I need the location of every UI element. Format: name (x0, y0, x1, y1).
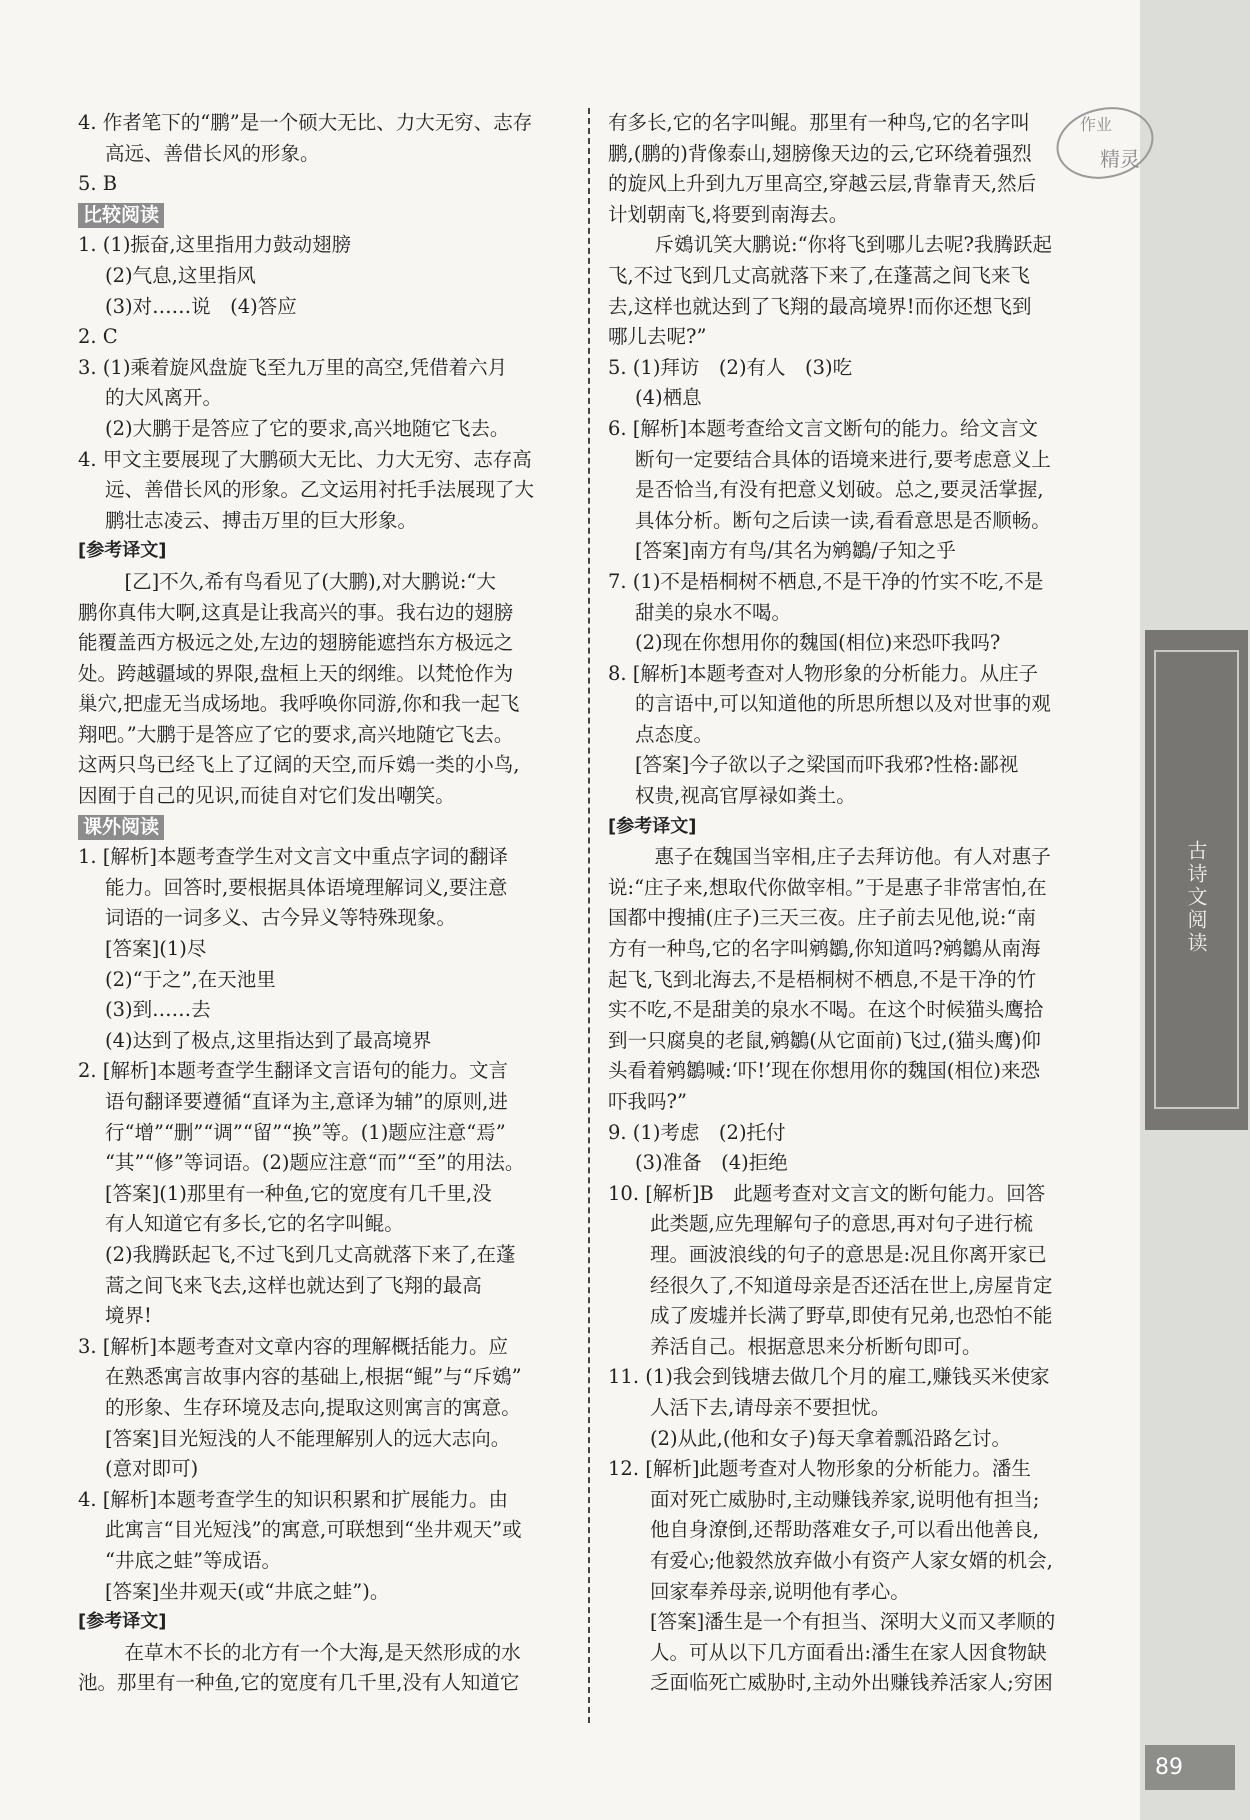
text-line: 惠子在魏国当宰相,庄子去拜访他。有人对惠子 (635, 845, 1051, 869)
text-line: 1. (1)振奋,这里指用力鼓动翅膀 (78, 233, 352, 257)
text-line: 翔吧。”大鹏于是答应了它的要求,高兴地随它飞去。 (78, 722, 514, 746)
text-line: 面对死亡威胁时,主动赚钱养家,说明他有担当; (650, 1487, 1040, 1511)
text-line: (2)“于之”,在天池里 (105, 967, 276, 991)
text-line: 去,这样也就达到了飞翔的最高境界!而你还想飞到 (608, 294, 1032, 318)
text-line: 能覆盖西方极远之处,左边的翅膀能遮挡东方极远之 (78, 631, 514, 655)
text-line: 理。画波浪线的句子的意思是:况且你离开家已 (650, 1242, 1047, 1266)
text-line: 因囿于自己的见识,而徒自对它们发出嘲笑。 (78, 784, 455, 808)
text-line: (2)现在你想用你的魏国(相位)来恐吓我吗? (635, 631, 1001, 655)
text-line: 成了废墟并长满了野草,即使有兄弟,也恐怕不能 (650, 1304, 1053, 1328)
text-line: 7. (1)不是梧桐树不栖息,不是干净的竹实不吃,不是 (608, 569, 1044, 593)
text-line: 1. [解析]本题考查学生对文言文中重点字词的翻译 (78, 845, 509, 869)
stamp-text-bottom: 精灵 (1100, 147, 1140, 171)
text-line: 人活下去,请母亲不要担忧。 (650, 1395, 891, 1419)
text-line: 说:“庄子来,想取代你做宰相。”于是惠子非常害怕,在 (608, 875, 1047, 899)
text-line: 4. 甲文主要展现了大鹏硕大无比、力大无穷、志存高 (78, 447, 532, 471)
column-divider (588, 108, 590, 1723)
text-line: 的言语中,可以知道他的所思所想以及对世事的观 (635, 692, 1051, 716)
text-line: 境界! (105, 1304, 152, 1328)
text-line: 具体分析。断句之后读一读,看看意思是否顺畅。 (635, 508, 1051, 532)
text-line: 点态度。 (635, 722, 714, 746)
text-line: 此寓言“目光短浅”的寓意,可联想到“坐井观天”或 (105, 1518, 522, 1542)
text-line: 鹏壮志凌云、搏击万里的巨大形象。 (105, 508, 418, 532)
text-line: 到一只腐臭的老鼠,鹓鶵(从它面前)飞过,(猫头鹰)仰 (608, 1028, 1041, 1052)
text-line: 词语的一词多义、古今异义等特殊现象。 (105, 906, 457, 930)
reference-heading: [参考译文] (78, 540, 167, 562)
text-line: 鹏,(鹏的)背像泰山,翅膀像天边的云,它环绕着强烈 (608, 141, 1032, 165)
section-heading-label: 课外阅读 (78, 815, 164, 840)
text-line: 3. (1)乘着旋风盘旋飞至九万里的高空,凭借着六月 (78, 355, 508, 379)
text-line: “井底之蛙”等成语。 (105, 1548, 281, 1572)
text-line: [答案]南方有鸟/其名为鹓鶵/子知之乎 (635, 539, 956, 563)
text-line: 他自身潦倒,还帮助落难女子,可以看出他善良, (650, 1518, 1040, 1542)
text-line: 经很久了,不知道母亲是否还活在世上,房屋肯定 (650, 1273, 1053, 1297)
text-line: 9. (1)考虑 (2)托付 (608, 1120, 786, 1144)
text-line: 2. [解析]本题考查学生翻译文言语句的能力。文言 (78, 1059, 509, 1083)
text-line: 方有一种鸟,它的名字叫鹓鶵,你知道吗?鹓鶵从南海 (608, 937, 1041, 961)
text-line: 在熟悉寓言故事内容的基础上,根据“鲲”与“斥鴳” (105, 1365, 522, 1389)
text-line: 人。可从以下几方面看出:潘生在家人因食物缺 (650, 1640, 1047, 1664)
text-line: 飞,不过飞到几丈高就落下来了,在蓬蒿之间飞来飞 (608, 263, 1030, 287)
text-line: 有爱心;他毅然放弃做小有资产人家女婿的机会, (650, 1548, 1053, 1572)
text-line: (4)达到了极点,这里指达到了最高境界 (105, 1028, 432, 1052)
text-line: (2)我腾跃起飞,不过飞到几丈高就落下来了,在蓬 (105, 1242, 516, 1266)
text-line: 国都中搜捕(庄子)三天三夜。庄子前去见他,说:“南 (608, 906, 1036, 930)
page-number: 89 (1145, 1745, 1235, 1790)
text-line: 8. [解析]本题考查对人物形象的分析能力。从庄子 (608, 661, 1039, 685)
text-line: 养活自己。根据意思来分析断句即可。 (650, 1334, 982, 1358)
text-line: (4)栖息 (635, 386, 702, 410)
text-line: 此类题,应先理解句子的意思,再对句子进行梳 (650, 1212, 1033, 1236)
text-line: 2. C (78, 325, 118, 349)
text-line: [答案](1)那里有一种鱼,它的宽度有几千里,没 (105, 1181, 492, 1205)
text-line: 4. [解析]本题考查学生的知识积累和扩展能力。由 (78, 1487, 509, 1511)
text-line: 4. 作者笔下的“鹏”是一个硕大无比、力大无穷、志存 (78, 111, 533, 134)
text-line: (3)准备 (4)拒绝 (635, 1151, 788, 1175)
text-line: (意对即可) (105, 1457, 199, 1481)
text-line: 巢穴,把虚无当成场地。我呼唤你同游,你和我一起飞 (78, 692, 520, 716)
text-line: (2)气息,这里指风 (105, 263, 256, 287)
text-line: 鹏你真伟大啊,这真是让我高兴的事。我右边的翅膀 (78, 600, 514, 624)
reference-heading: [参考译文] (608, 815, 697, 837)
text-line: 行“增”“删”“调”“留”“换”等。(1)题应注意“焉” (105, 1120, 506, 1144)
text-line: 计划朝南飞,将要到南海去。 (608, 202, 849, 226)
text-line: 起飞,飞到北海去,不是梧桐树不栖息,不是干净的竹 (608, 967, 1037, 991)
text-line: 实不吃,不是甜美的泉水不喝。在这个时候猫头鹰拾 (608, 998, 1044, 1022)
text-line: 5. B (78, 172, 118, 196)
text-line: 斥鴳讥笑大鹏说:“你将飞到哪儿去呢?我腾跃起 (635, 233, 1052, 257)
text-line: 权贵,视高官厚禄如粪土。 (635, 784, 856, 808)
text-line: 的形象、生存环境及志向,提取这则寓言的寓意。 (105, 1395, 521, 1419)
section-heading (78, 200, 570, 231)
text-line: 11. (1)我会到钱塘去做几个月的雇工,赚钱买米使家 (608, 1365, 1050, 1389)
left-column (78, 108, 570, 1699)
text-line: 语句翻译要遵循“直译为主,意译为辅”的原则,进 (105, 1090, 508, 1113)
text-line: 是否恰当,有没有把意义划破。总之,要灵活掌握, (635, 478, 1044, 502)
section-heading (78, 812, 570, 843)
text-line: [答案]目光短浅的人不能理解别人的远大志向。 (105, 1426, 511, 1450)
section-heading-label: 比较阅读 (78, 203, 164, 228)
reference-heading: [参考译文] (78, 1611, 167, 1633)
text-line: 有多长,它的名字叫鲲。那里有一种鸟,它的名字叫 (608, 111, 1030, 134)
text-line: 乏面临死亡威胁时,主动外出赚钱养活家人;穷困 (650, 1671, 1053, 1695)
text-line: 哪儿去呢?” (608, 325, 707, 349)
chapter-tab-label: 古诗文阅读 (1184, 840, 1208, 955)
text-line: 头看着鹓鶵喊:‘吓!’现在你想用你的魏国(相位)来恐 (608, 1059, 1041, 1083)
text-line: (2)从此,(他和女子)每天拿着瓢沿路乞讨。 (650, 1426, 1012, 1450)
text-line: 10. [解析]B 此题考查对文言文的断句能力。回答 (608, 1181, 1046, 1205)
text-line: (2)大鹏于是答应了它的要求,高兴地随它飞去。 (105, 416, 510, 440)
text-line: [答案](1)尽 (105, 937, 207, 961)
text-line: 池。那里有一种鱼,它的宽度有几千里,没有人知道它 (78, 1671, 520, 1695)
text-line: “其”“修”等词语。(2)题应注意“而”“至”的用法。 (105, 1151, 525, 1175)
text-line: 12. [解析]此题考查对人物形象的分析能力。潘生 (608, 1457, 1031, 1481)
text-line: 能力。回答时,要根据具体语境理解词义,要注意 (105, 875, 508, 899)
text-line: 远、善借长风的形象。乙文运用衬托手法展现了大 (105, 478, 535, 502)
text-line: 5. (1)拜访 (2)有人 (3)吃 (608, 355, 853, 379)
watermark-stamp-icon (1050, 88, 1160, 198)
text-line: 的旋风上升到九万里高空,穿越云层,背靠青天,然后 (608, 172, 1037, 196)
text-line: 吓我吗?” (608, 1090, 687, 1113)
text-line: 的大风离开。 (105, 386, 223, 410)
text-line: 有人知道它有多长,它的名字叫鲲。 (105, 1212, 404, 1236)
right-column (608, 108, 1092, 1699)
text-line: 蒿之间飞来飞去,这样也就达到了飞翔的最高 (105, 1273, 482, 1297)
text-line: 处。跨越疆域的界限,盘桓上天的纲维。以梵怆作为 (78, 661, 514, 685)
text-line: [答案]今子欲以子之梁国而吓我邪?性格:鄙视 (635, 753, 1019, 777)
text-line: 断句一定要结合具体的语境来进行,要考虑意义上 (635, 447, 1051, 471)
text-line: 3. [解析]本题考查对文章内容的理解概括能力。应 (78, 1334, 509, 1358)
text-line: (3)到……去 (105, 998, 211, 1022)
text-line: [答案]潘生是一个有担当、深明大义而又孝顺的 (650, 1610, 1056, 1634)
text-line: 高远、善借长风的形象。 (105, 141, 320, 165)
text-line: 回家奉养母亲,说明他有孝心。 (650, 1579, 910, 1603)
text-line: 6. [解析]本题考查给文言文断句的能力。给文言文 (608, 416, 1039, 440)
text-line: [乙]不久,希有鸟看见了(大鹏),对大鹏说:“大 (105, 569, 496, 593)
text-line: [答案]坐井观天(或“井底之蛙”)。 (105, 1579, 390, 1603)
text-line: 甜美的泉水不喝。 (635, 600, 792, 624)
text-line: (3)对……说 (4)答应 (105, 294, 297, 318)
text-line: 这两只鸟已经飞上了辽阔的天空,而斥鴳一类的小鸟, (78, 753, 520, 777)
text-line: 在草木不长的北方有一个大海,是天然形成的水 (105, 1640, 521, 1664)
stamp-text-top: 作业 (1080, 115, 1113, 134)
